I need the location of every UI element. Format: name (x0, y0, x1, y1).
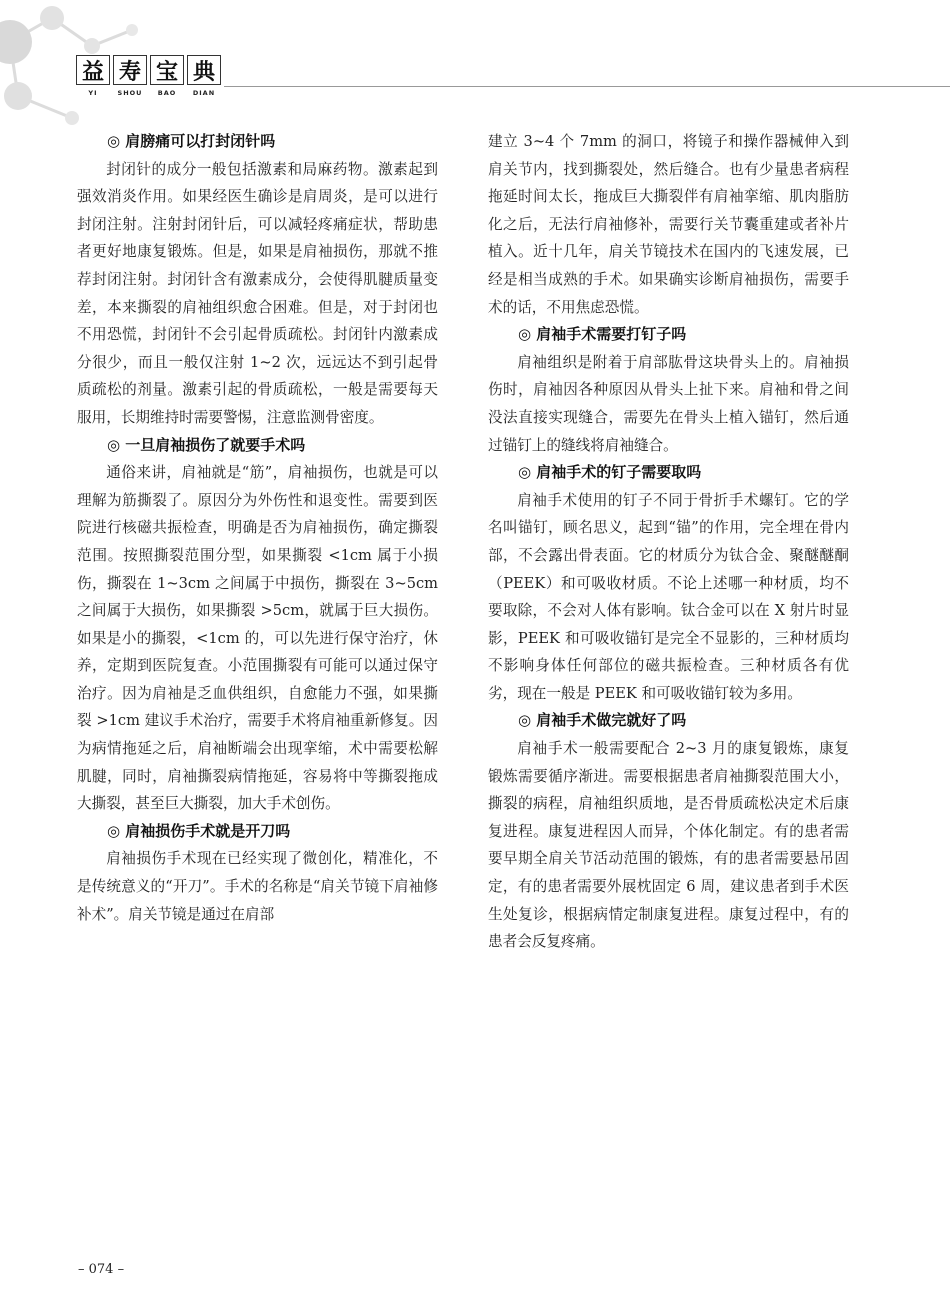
paragraph: 肩袖损伤手术现在已经实现了微创化，精准化，不是传统意义的“开刀”。手术的名称是“肩关节镜下肩袖修补术”。肩关节镜是通过在肩部 (77, 850, 438, 923)
pinyin-syllable: BAO (157, 89, 177, 97)
page-number: – 074 – (78, 1262, 125, 1277)
header-rule (224, 86, 950, 87)
left-column (77, 128, 438, 928)
section-heading: ◎ 一旦肩袖损伤了就要手术吗 (107, 435, 306, 454)
journal-header (76, 55, 221, 97)
section-heading: ◎ 肩袖手术的钉子需要取吗 (518, 463, 702, 482)
paragraph: 肩袖手术一般需要配合 2~3 月的康复锻炼，康复锻炼需要循序渐进。需要根据患者肩袖撕裂范围大小，撕裂的病程，肩袖组织质地，是否骨质疏松决定术后康复进程。康复进程因人而异，个体化制定。有的患者需要早期全肩关节活动范围的锻炼，有的患者需要悬吊固定，有的患者需要外展枕固定 6 周，建议患者到手术医生处复诊，根据病情定制康复进程。康复过程中，有的患者会反复疼痛。 (488, 740, 849, 951)
paragraph: 通俗来讲，肩袖就是“筋”，肩袖损伤，也就是可以理解为筋撕裂了。原因分为外伤性和退变性。需要到医院进行核磁共振检查，明确是否为肩袖损伤，确定撕裂范围。按照撕裂范围分型，如果撕裂 <1cm 属于小损伤，撕裂在 1~3cm 之间属于中损伤，撕裂在 3~5cm 之间属于大损伤，如果撕裂 >5cm，就属于巨大损伤。如果是小的撕裂，<1cm 的，可以先进行保守治疗，休养，定期到医院复查。小范围撕裂有可能可以通过保守治疗。因为肩袖是乏血供组织，自愈能力不强，如果撕裂 >1cm 建议手术治疗，需要手术将肩袖重新修复。因为病情拖延之后，肩袖断端会出现挛缩，术中需要松解肌腱，同时，肩袖撕裂病情拖延，容易将中等撕裂拖成大撕裂，甚至巨大撕裂，加大手术创伤。 (77, 464, 438, 813)
title-char: 益 (76, 55, 110, 85)
journal-title-pinyin (76, 89, 221, 97)
paragraph: 肩袖手术使用的钉子不同于骨折手术螺钉。它的学名叫锚钉，顾名思义，起到“锚”的作用，完全埋在骨内部，不会露出骨表面。它的材质分为钛合金、聚醚醚酮（PEEK）和可吸收材质。不论上述哪一种材质，均不要取除，不会对人体有影响。钛合金可以在 X 射片时显影，PEEK 和可吸收锚钉是完全不显影的，三种材质均不影响身体任何部位的磁共振检查。三种材质各有优劣，现在一般是 PEEK 和可吸收锚钉较为多用。 (488, 491, 849, 702)
journal-title (76, 55, 221, 85)
paragraph: 封闭针的成分一般包括激素和局麻药物。激素起到强效消炎作用。如果经医生确诊是肩周炎，是可以进行封闭注射。注射封闭针后，可以减轻疼痛症状，帮助患者更好地康复锻炼。但是，如果是肩袖损伤，那就不推荐封闭注射。封闭针含有激素成分，会使得肌腱质量变差，本来撕裂的肩袖组织愈合困难。但是，对于封闭也不用恐慌，封闭针不会引起骨质疏松。封闭针内激素成分很少，而且一般仅注射 1~2 次，远远达不到引起骨质疏松的剂量。激素引起的骨质疏松，一般是需要每天服用，长期维持时需要警惕，注意监测骨密度。 (77, 160, 438, 426)
section-heading: ◎ 肩袖手术需要打钉子吗 (518, 325, 687, 344)
section-heading: ◎ 肩袖损伤手术就是开刀吗 (107, 821, 291, 840)
title-char: 典 (187, 55, 221, 85)
section-heading: ◎ 肩膀痛可以打封闭针吗 (107, 132, 276, 150)
title-char: 宝 (150, 55, 184, 85)
paragraph-continued: 建立 3~4 个 7mm 的洞口，将镜子和操作器械伸入到肩关节内，找到撕裂处，然后缝合。也有少量患者病程拖延时间太长，拖成巨大撕裂伴有肩袖挛缩、肌肉脂肪化之后，无法行肩袖修补，需要行关节囊重建或者补片植入。近十几年，肩关节镜技术在国内的飞速发展，已经是相当成熟的手术。如果确实诊断肩袖损伤，需要手术的话，不用焦虑恐慌。 (488, 133, 849, 316)
pinyin-syllable: YI (88, 89, 98, 97)
title-char: 寿 (113, 55, 147, 85)
section-heading: ◎ 肩袖手术做完就好了吗 (518, 711, 687, 730)
pinyin-syllable: SHOU (117, 89, 143, 97)
pinyin-syllable: DIAN (192, 89, 216, 97)
right-column (488, 128, 849, 956)
paragraph: 肩袖组织是附着于肩部肱骨这块骨头上的。肩袖损伤时，肩袖因各种原因从骨头上扯下来。肩袖和骨之间没法直接实现缝合，需要先在骨头上植入锚钉，然后通过锚钉上的缝线将肩袖缝合。 (488, 353, 849, 454)
